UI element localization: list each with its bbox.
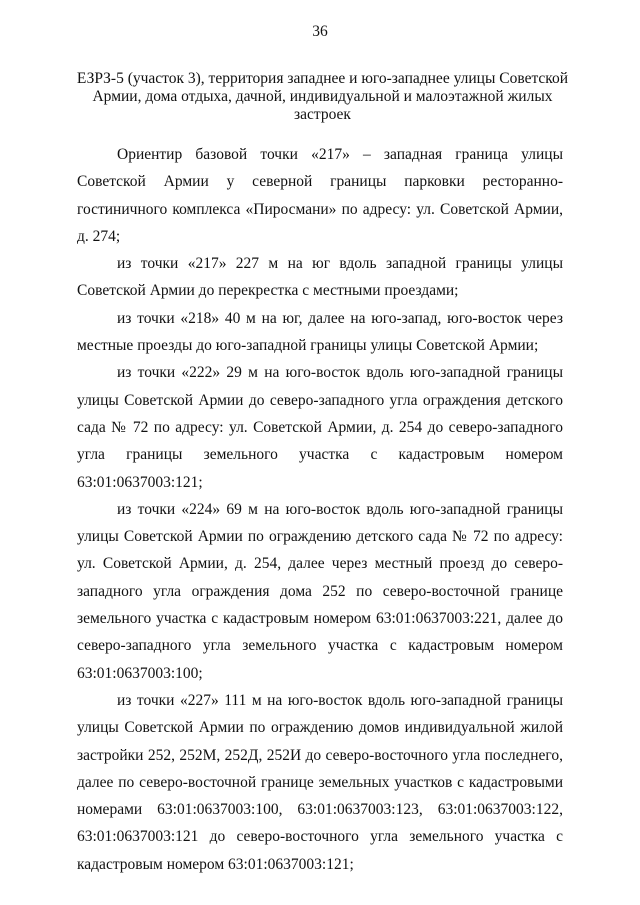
section-heading: ЕЗРЗ-5 (участок 3), территория западнее и юго-западнее улицы Советской Армии, дома отдыха, дачной, индивидуальной и малоэтажной жилых застроек	[76, 70, 569, 123]
paragraph-base-point: Ориентир базовой точки «217» – западная граница улицы Советской Армии у северной границы парковки ресторанно-гостиничного комплекса «Пиросмани» по адресу: ул. Советской Армии, д. 274;	[77, 146, 563, 245]
paragraph-point-224: из точки «224» 69 м на юго-восток вдоль юго-западной границы улицы Советской Армии по ограждению детского сада № 72 по адресу: ул. Советской Армии, д. 254, далее через местный проезд до северо-западного угла ограждения дома 252 по северо-восточной границе земельного участка с кадастровым номером 63:01:0637003:221, далее до северо-западного угла земельного участка с кадастровым номером 63:01:0637003:100;	[77, 500, 563, 682]
paragraph-point-227: из точки «227» 111 м на юго-восток вдоль юго-западной границы улицы Советской Армии по ограждению домов индивидуальной жилой застройки 252, 252М, 252Д, 252И до северо-восточного угла последнего, далее по северо-восточной границе земельных участков с кадастровыми номерами 63:01:0637003:100, 63:01:0637003:123, 63:01:0637003:122, 63:01:0637003:121 до северо-восточного угла земельного участка с кадастровым номером 63:01:0637003:121;	[77, 691, 563, 873]
page-number: 36	[312, 23, 328, 40]
paragraph-point-218: из точки «218» 40 м на юг, далее на юго-запад, юго-восток через местные проезды до юго-западной границы улицы Советской Армии;	[77, 309, 563, 355]
paragraph-point-217: из точки «217» 227 м на юг вдоль западной границы улицы Советской Армии до перекрестка с местными проездами;	[77, 255, 563, 300]
document-body	[77, 141, 563, 878]
paragraph-point-222: из точки «222» 29 м на юго-восток вдоль юго-западной границы улицы Советской Армии до северо-западного угла ограждения детского сада № 72 по адресу: ул. Советской Армии, д. 254 до северо-западного угла границы земельного участка с кадастровым номером 63:01:0637003:121;	[77, 364, 563, 491]
